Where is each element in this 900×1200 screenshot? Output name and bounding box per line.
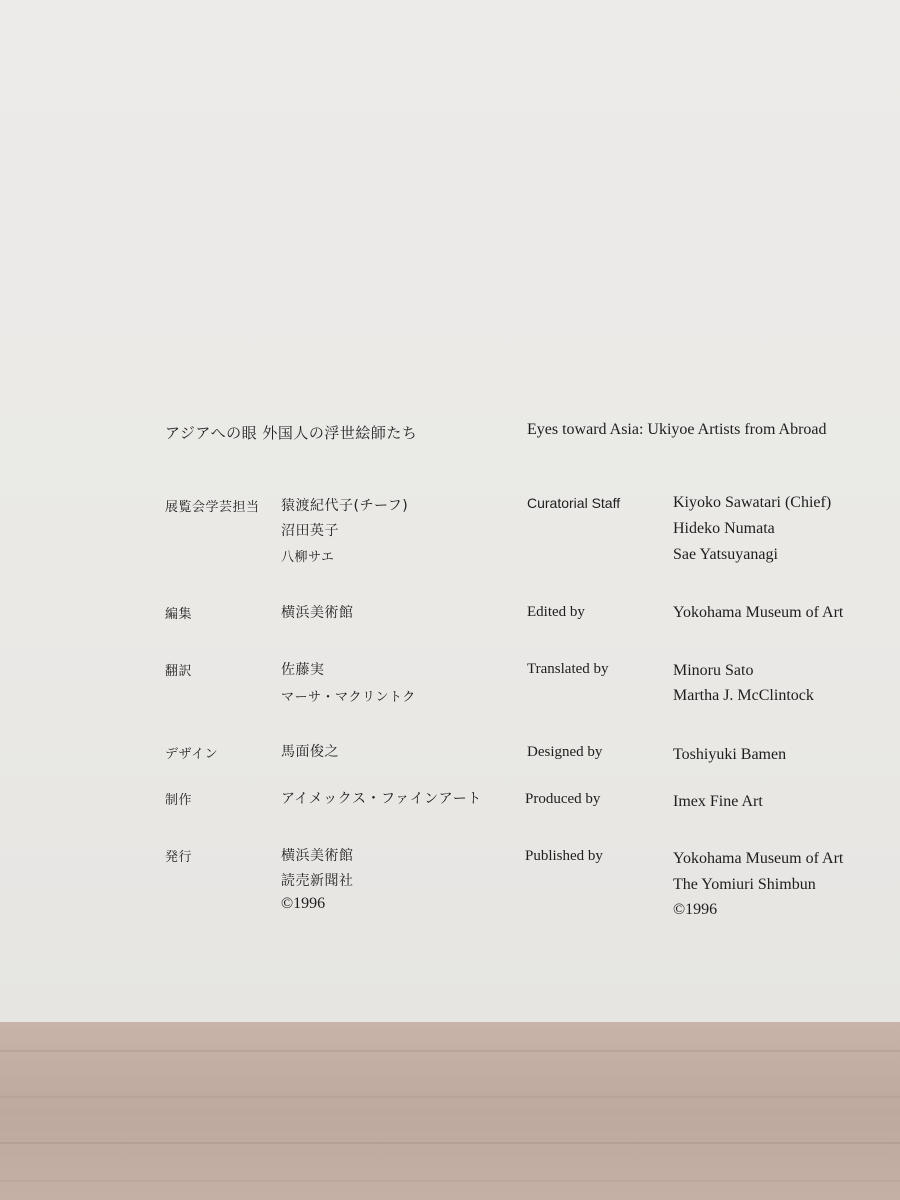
wood-grain [0,1180,900,1182]
credit-value-ja: 横浜美術館 [281,848,354,864]
credit-value-en: The Yomiuri Shimbun [673,876,816,893]
credit-value-ja: マーサ・マクリントク [281,690,416,705]
credit-label-ja-produced: 制作 [165,793,193,808]
credit-value-ja: 八柳サエ [281,550,335,565]
credit-label-ja-published: 発行 [165,850,193,865]
credit-label-ja-edited: 編集 [165,607,193,622]
credit-value-ja: 横浜美術館 [281,605,354,621]
credit-label-ja-translated: 翻訳 [165,664,193,679]
credit-label-en-edited: Edited by [527,604,585,620]
credit-value-en: Imex Fine Art [673,793,763,810]
credit-value-en: Yokohama Museum of Art [673,604,844,621]
credit-value-ja-copyright: ©1996 [281,895,326,912]
credit-value-en: Sae Yatsuyanagi [673,546,778,563]
credit-label-en-translated: Translated by [527,661,609,677]
wood-grain [0,1096,900,1098]
credit-value-en: Yokohama Museum of Art [673,850,844,867]
credit-value-en: Martha J. McClintock [673,687,814,704]
table-surface [0,1022,900,1200]
credit-value-ja: 沼田英子 [281,523,339,539]
credit-label-ja-designed: デザイン [165,747,219,762]
credit-value-en: Toshiyuki Bamen [673,746,787,763]
credit-label-en-designed: Designed by [527,744,603,760]
credit-value-ja: 猿渡紀代子(チーフ) [281,498,409,514]
title-en: Eyes toward Asia: Ukiyoe Artists from Abroad [527,421,827,438]
credit-value-ja: 佐藤実 [281,662,325,678]
credit-value-ja: 読売新聞社 [281,873,354,889]
wood-grain [0,1050,900,1052]
wood-grain [0,1142,900,1144]
credit-label-ja-curatorial: 展覧会学芸担当 [165,500,260,515]
credit-value-ja: アイメックス・ファインアート [281,791,482,807]
credit-value-en: Minoru Sato [673,662,754,679]
credit-label-en-published: Published by [525,848,603,864]
credit-value-en: Hideko Numata [673,520,775,537]
credit-label-en-curatorial: Curatorial Staff [527,495,621,511]
credit-label-en-produced: Produced by [525,791,601,807]
credit-value-en: Kiyoko Sawatari (Chief) [673,494,832,511]
credit-value-ja: 馬面俊之 [281,744,339,760]
credit-value-en-copyright: ©1996 [673,901,718,918]
title-ja: アジアへの眼 外国人の浮世絵師たち [165,424,418,442]
